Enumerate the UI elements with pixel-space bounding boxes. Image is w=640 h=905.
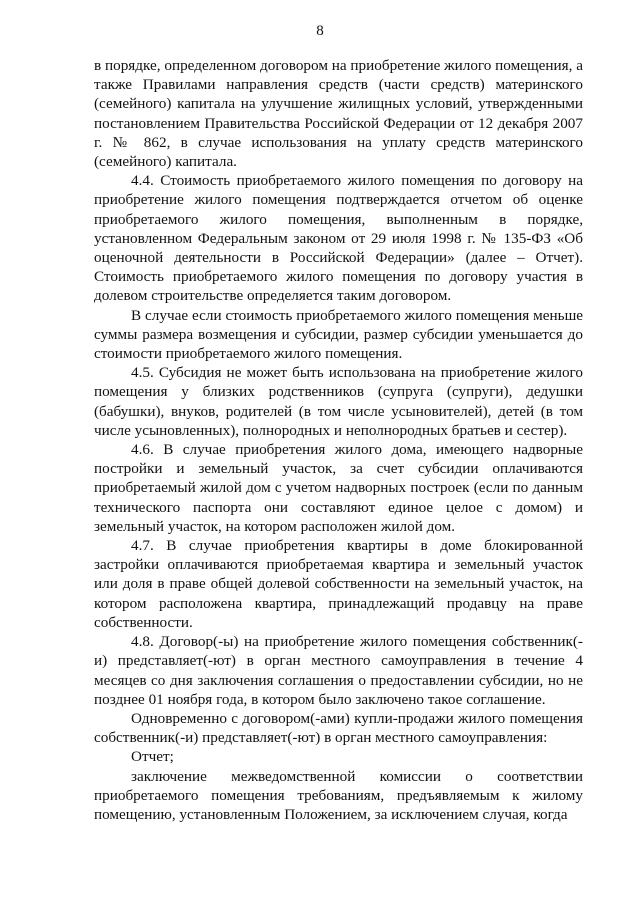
paragraph: 4.4. Стоимость приобретаемого жилого помещения по договору на приобретение жилого помещения подтверждается отчетом об оценке приобретаемого жилого помещения, выполненным в порядке, установленном Федеральным законом от 29 июля 1998 г. № 135-ФЗ «Об оценочной деятельности в Российской Федерации» (далее – Отчет). Стоимость приобретаемого жилого помещения по договору участия в долевом строительстве определяется таким договором. — [94, 172, 583, 305]
paragraph: 4.5. Субсидия не может быть использована на приобретение жилого помещения у близких родственников (супруга (супруги), дедушки (бабушки), внуков, родителей (в том числе усыновителей), детей (в том числе усыновленных), полнородных и неполнородных братьев и сестер). — [94, 364, 583, 439]
page-number: 8 — [316, 23, 324, 39]
paragraph: Одновременно с договором(-ами) купли-продажи жилого помещения собственник(-и) представляет(-ют) в орган местного самоуправления: — [94, 709, 583, 747]
document-body — [94, 56, 583, 824]
paragraph: заключение межведомственной комиссии о соответствии приобретаемого помещения требованиям, предъявляемым к жилому помещению, установленным Положением, за исключением случая, когда — [94, 767, 583, 823]
paragraph: 4.7. В случае приобретения квартиры в доме блокированной застройки оплачиваются приобретаемая квартира и земельный участок или доля в праве общей долевой собственности на земельный участок, на котором расположена квартира, принадлежащий продавцу на праве собственности. — [94, 537, 583, 631]
paragraph: 4.8. Договор(-ы) на приобретение жилого помещения собственник(-и) представляет(-ют) в орган местного самоуправления в течение 4 месяцев со дня заключения соглашения о предоставлении субсидии, но не позднее 01 ноября года, в котором было заключено такое соглашение. — [94, 633, 583, 708]
paragraph: 4.6. В случае приобретения жилого дома, имеющего надворные постройки и земельный участок, за счет субсидии оплачиваются приобретаемый жилой дом с учетом надворных построек (если по данным технического паспорта они составляют единое целое с домом) и земельный участок, на котором расположен жилой дом. — [94, 441, 583, 535]
paragraph: В случае если стоимость приобретаемого жилого помещения меньше суммы размера возмещения и субсидии, размер субсидии уменьшается до стоимости приобретаемого жилого помещения. — [94, 306, 583, 363]
paragraph: Отчет; — [131, 748, 174, 766]
paragraph: в порядке, определенном договором на приобретение жилого помещения, а также Правилами направления средств (части средств) материнского (семейного) капитала на улучшение жилищных условий, утвержденными постановлением Правительства Российской Федерации от 12 декабря 2007 г. № 862, в случае использования на уплату средств материнского (семейного) капитала. — [94, 57, 583, 171]
